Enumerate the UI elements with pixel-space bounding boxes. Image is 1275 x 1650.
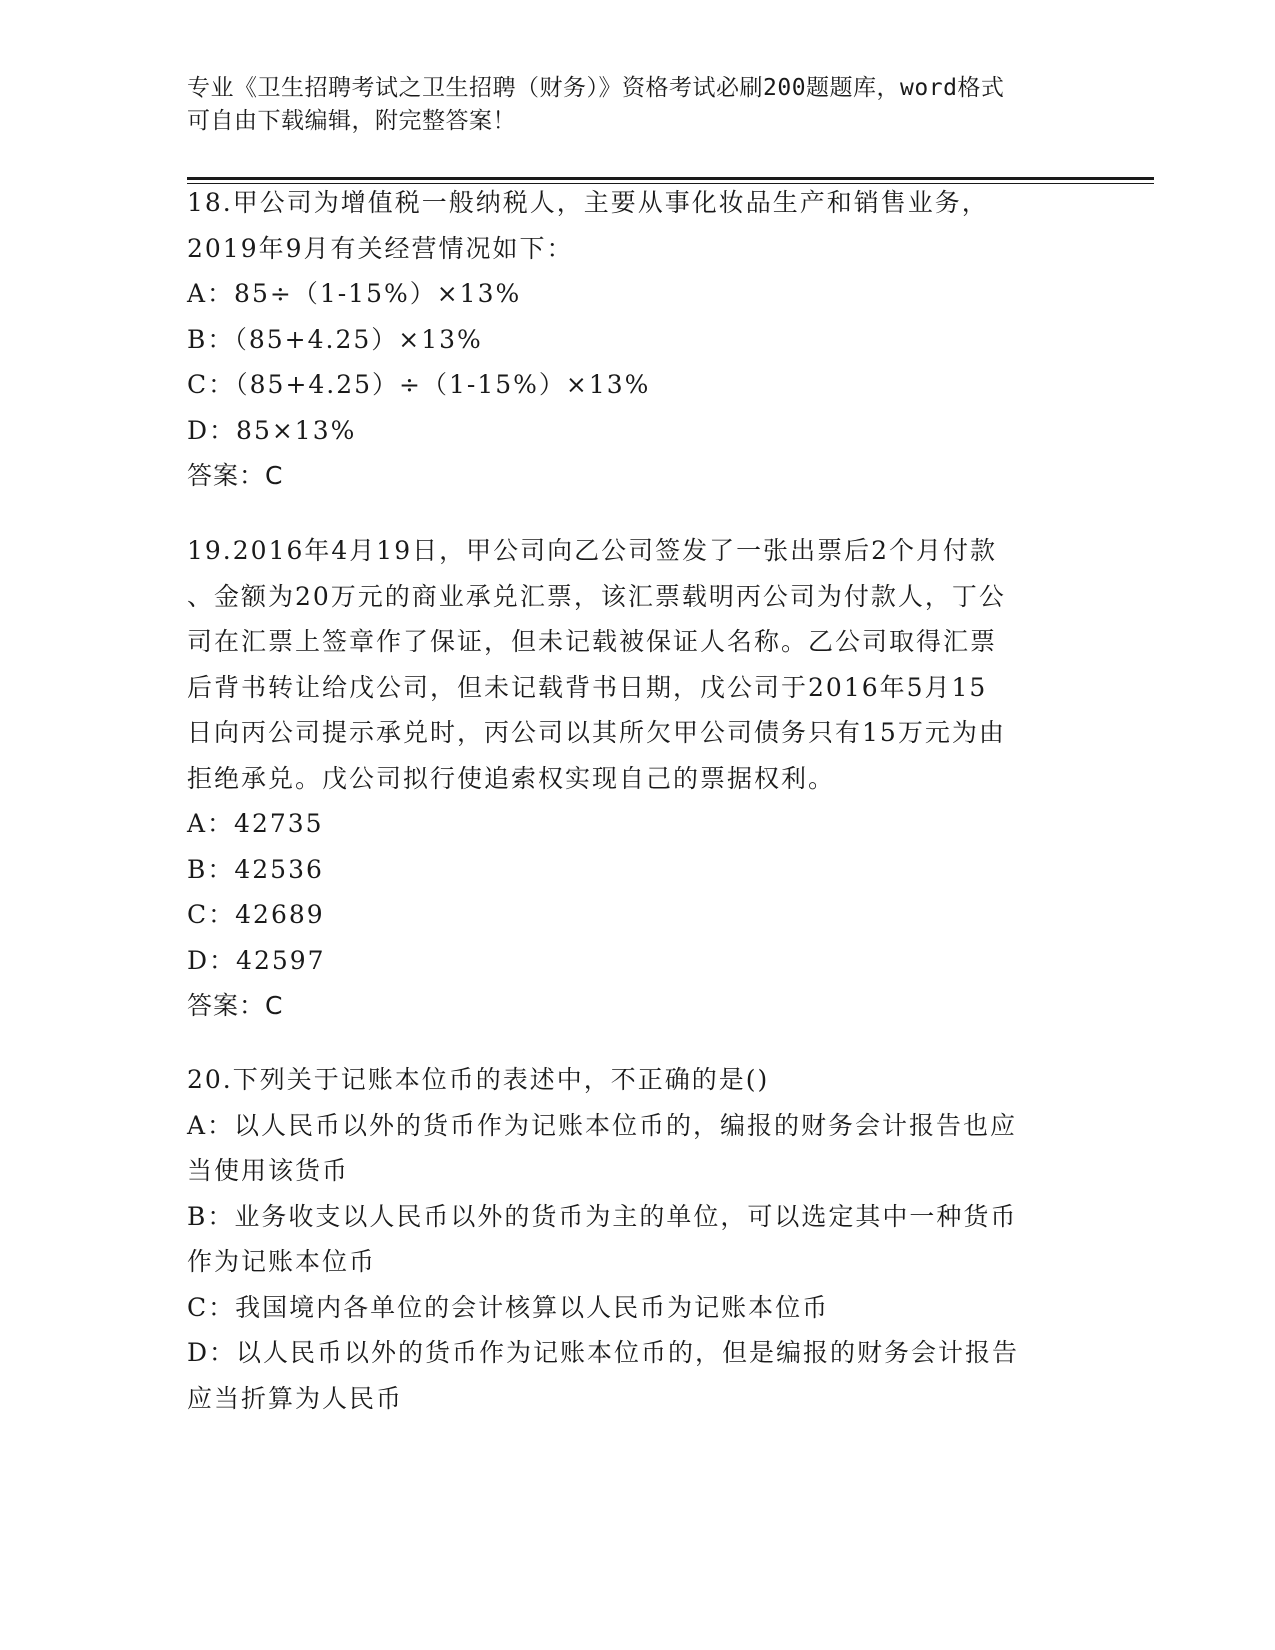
option-a: A：85÷（1-15%）×13% bbox=[187, 279, 522, 308]
answer-line: 答案：C bbox=[187, 991, 284, 1020]
option-d: D：以人民币以外的货币作为记账本位币的，但是编报的财务会计报告 bbox=[187, 1338, 1020, 1367]
option-c: C：42689 bbox=[187, 900, 325, 929]
option-b: B：业务收支以人民币以外的货币为主的单位，可以选定其中一种货币 bbox=[187, 1201, 1018, 1231]
question-stem-line: 19.2016年4月19日，甲公司向乙公司签发了一张出票后2个月付款 bbox=[187, 536, 998, 565]
question-18 bbox=[187, 180, 1087, 499]
question-stem-line: 司在汇票上签章作了保证，但未记载被保证人名称。乙公司取得汇票 bbox=[187, 627, 998, 656]
option-b: B：42536 bbox=[187, 854, 324, 884]
option-d: D：42597 bbox=[187, 945, 326, 975]
document-header bbox=[187, 72, 1067, 138]
option-a: A：42735 bbox=[187, 809, 324, 838]
question-stem-line: 20.下列关于记账本位币的表述中，不正确的是() bbox=[187, 1065, 770, 1094]
header-line-1: 专业《卫生招聘考试之卫生招聘（财务）》资格考试必刷200题题库，word格式 bbox=[187, 75, 1005, 101]
question-stem-line: 日向丙公司提示承兑时，丙公司以其所欠甲公司债务只有15万元为由 bbox=[187, 718, 1006, 747]
option-b-continued: 作为记账本位币 bbox=[187, 1247, 377, 1276]
question-stem-line: 18.甲公司为增值税一般纳税人，主要从事化妆品生产和销售业务， bbox=[187, 188, 989, 217]
option-c: C：我国境内各单位的会计核算以人民币为记账本位币 bbox=[187, 1292, 830, 1322]
question-stem-line: 2019年9月有关经营情况如下： bbox=[187, 233, 574, 263]
header-line-2: 可自由下载编辑，附完整答案！ bbox=[187, 108, 516, 134]
question-20 bbox=[187, 1057, 1087, 1421]
answer-line: 答案：C bbox=[187, 461, 284, 490]
option-a-continued: 当使用该货币 bbox=[187, 1156, 350, 1185]
question-stem-line: 后背书转让给戊公司，但未记载背书日期，戊公司于2016年5月15 bbox=[187, 672, 988, 702]
option-d: D：85×13% bbox=[187, 415, 357, 445]
option-b: B：（85+4.25）×13% bbox=[187, 324, 483, 354]
question-stem-line: 、金额为20万元的商业承兑汇票，该汇票载明丙公司为付款人，丁公 bbox=[187, 581, 1006, 611]
option-a: A：以人民币以外的货币作为记账本位币的，编报的财务会计报告也应 bbox=[187, 1110, 1018, 1140]
question-19 bbox=[187, 528, 1087, 1029]
option-c: C：（85+4.25）÷（1-15%）×13% bbox=[187, 370, 651, 399]
question-stem-line: 拒绝承兑。戊公司拟行使追索权实现自己的票据权利。 bbox=[187, 763, 836, 793]
option-d-continued: 应当折算为人民币 bbox=[187, 1383, 404, 1413]
